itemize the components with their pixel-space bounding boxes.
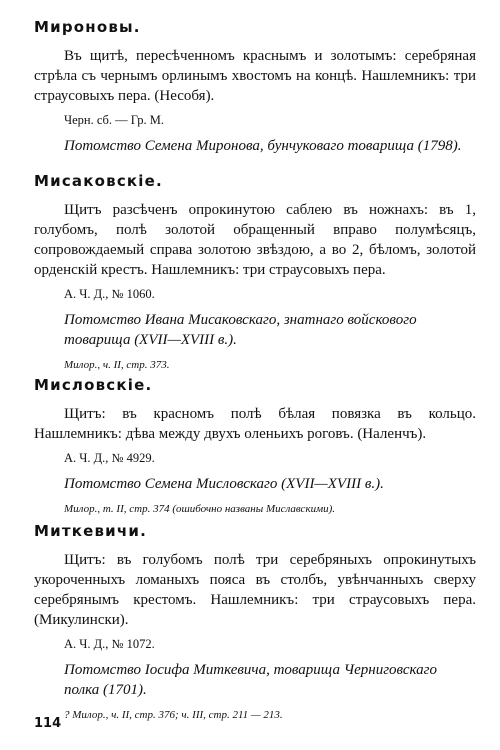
entry-heading: Мисаковскіе. bbox=[34, 172, 163, 190]
entry-source: А. Ч. Д., № 1060. bbox=[64, 287, 155, 301]
entry-source: А. Ч. Д., № 1072. bbox=[64, 637, 155, 651]
entry-mitkevichi bbox=[34, 522, 476, 722]
entry-note: Милор., т. II, стр. 374 (ошибочно названы Миславскими). bbox=[64, 503, 336, 515]
entry-source: Черн. сб. — Гр. М. bbox=[64, 113, 164, 127]
entry-lineage: Потомство Іосифа Миткевича, товарища Черниговскаго полка (1701). bbox=[64, 662, 438, 698]
entry-mironovy bbox=[34, 18, 476, 156]
entry-description: Щитъ: въ голубомъ полѣ три серебряныхъ опрокинутыхъ укороченныхъ ломаныхъ пояса въ столбъ, увѣнчанныхъ сверху серебрянымъ крестомъ. Нашлемникъ: три страусовыхъ пера. (Микулински). bbox=[34, 552, 476, 628]
entry-note: Милор., ч. II, стр. 373. bbox=[64, 359, 170, 371]
entry-description: Щитъ разсѣченъ опрокинутою саблею въ ножнахъ: въ 1, голубомъ, полѣ золотой обращенный вправо полумѣсяцъ, сопровождаемый справа золотою звѣздою, а во 2, бѣломъ, золотой орденскій крестъ. Нашлемникъ: три страусовыхъ пера. bbox=[34, 202, 476, 278]
entry-description: Въ щитѣ, пересѣченномъ краснымъ и золотымъ: серебряная стрѣла съ чернымъ орлинымъ хвостомъ на концѣ. Нашлемникъ: три страусовыхъ пера. (Несобя). bbox=[34, 48, 476, 104]
entry-heading: Миткевичи. bbox=[34, 522, 147, 540]
entry-note: ? Милор., ч. II, стр. 376; ч. III, стр. 211 — 213. bbox=[64, 709, 283, 721]
entry-heading: Мироновы. bbox=[34, 18, 141, 36]
entry-lineage: Потомство Семена Миронова, бунчуковаго товарища (1798). bbox=[64, 138, 462, 154]
entry-mislovskie bbox=[34, 376, 476, 516]
entry-description: Щитъ: въ красномъ полѣ бѣлая повязка въ кольцо. Нашлемникъ: дѣва между двухъ оленьихъ роговъ. (Наленчъ). bbox=[34, 406, 476, 442]
page-number: 114 bbox=[34, 716, 62, 731]
entry-source: А. Ч. Д., № 4929. bbox=[64, 451, 155, 465]
entry-misakovskie bbox=[34, 172, 476, 372]
entry-lineage: Потомство Семена Мисловскаго (XVII—XVIII в.). bbox=[64, 476, 384, 492]
entry-heading: Мисловскіе. bbox=[34, 376, 153, 394]
entry-lineage: Потомство Ивана Мисаковскаго, знатнаго войскового товарища (XVII—XVIII в.). bbox=[64, 312, 417, 348]
